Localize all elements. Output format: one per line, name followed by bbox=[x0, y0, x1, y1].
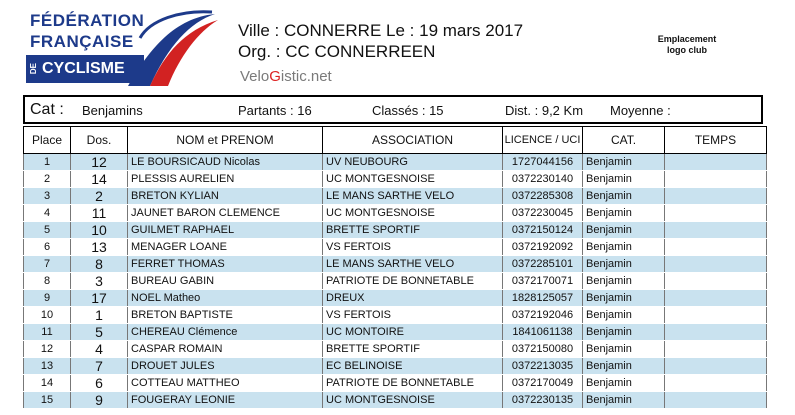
cell-licence: 0372150080 bbox=[503, 341, 583, 358]
cell-nom: FOUGERAY LEONIE bbox=[128, 392, 323, 409]
cell-place: 5 bbox=[24, 222, 71, 239]
classes: Classés : 15 bbox=[372, 103, 444, 118]
cell-licence: 0372192046 bbox=[503, 307, 583, 324]
cell-licence: 1828125057 bbox=[503, 290, 583, 307]
table-row bbox=[24, 324, 767, 341]
cell-association: VS FERTOIS bbox=[323, 307, 503, 324]
cell-place: 1 bbox=[24, 154, 71, 171]
col-association: ASSOCIATION bbox=[323, 127, 503, 154]
partants: Partants : 16 bbox=[238, 103, 312, 118]
cell-cat: Benjamin bbox=[583, 341, 665, 358]
table-row bbox=[24, 188, 767, 205]
cell-cat: Benjamin bbox=[583, 239, 665, 256]
cell-association: UC MONTGESNOISE bbox=[323, 171, 503, 188]
cell-dos: 17 bbox=[71, 290, 128, 307]
ville-label: Ville : bbox=[238, 21, 280, 40]
cell-licence: 0372170049 bbox=[503, 375, 583, 392]
brand-part3: istic.net bbox=[280, 68, 332, 85]
distance: Dist. : 9,2 Km bbox=[505, 103, 584, 118]
cell-association: BRETTE SPORTIF bbox=[323, 341, 503, 358]
cell-dos: 8 bbox=[71, 256, 128, 273]
cell-cat: Benjamin bbox=[583, 358, 665, 375]
cell-licence: 0372230135 bbox=[503, 392, 583, 409]
cell-temps bbox=[665, 392, 767, 409]
cell-nom: PLESSIS AURELIEN bbox=[128, 171, 323, 188]
cell-dos: 9 bbox=[71, 392, 128, 409]
cell-nom: DROUET JULES bbox=[128, 358, 323, 375]
cell-dos: 13 bbox=[71, 239, 128, 256]
category-bar bbox=[23, 95, 763, 124]
table-row bbox=[24, 222, 767, 239]
cell-cat: Benjamin bbox=[583, 154, 665, 171]
cell-nom: CASPAR ROMAIN bbox=[128, 341, 323, 358]
cell-nom: FERRET THOMAS bbox=[128, 256, 323, 273]
logo-line3: CYCLISME bbox=[42, 60, 125, 77]
table-row bbox=[24, 171, 767, 188]
cell-temps bbox=[665, 290, 767, 307]
cell-nom: BRETON BAPTISTE bbox=[128, 307, 323, 324]
cell-association: EC BELINOISE bbox=[323, 358, 503, 375]
cell-association: BRETTE SPORTIF bbox=[323, 222, 503, 239]
cell-nom: BUREAU GABIN bbox=[128, 273, 323, 290]
cell-place: 3 bbox=[24, 188, 71, 205]
cell-temps bbox=[665, 375, 767, 392]
table-row bbox=[24, 290, 767, 307]
cell-temps bbox=[665, 273, 767, 290]
table-row bbox=[24, 205, 767, 222]
cell-licence: 0372170071 bbox=[503, 273, 583, 290]
cell-nom: MENAGER LOANE bbox=[128, 239, 323, 256]
cell-place: 15 bbox=[24, 392, 71, 409]
cell-nom: LE BOURSICAUD Nicolas bbox=[128, 154, 323, 171]
col-cat: CAT. bbox=[583, 127, 665, 154]
cell-cat: Benjamin bbox=[583, 375, 665, 392]
cell-licence: 1727044156 bbox=[503, 154, 583, 171]
cell-dos: 11 bbox=[71, 205, 128, 222]
col-place: Place bbox=[24, 127, 71, 154]
cell-place: 6 bbox=[24, 239, 71, 256]
emplacement-line1: Emplacement bbox=[657, 34, 717, 44]
emplacement-line2: logo club bbox=[667, 45, 707, 55]
cell-nom: GUILMET RAPHAEL bbox=[128, 222, 323, 239]
cell-place: 10 bbox=[24, 307, 71, 324]
cell-cat: Benjamin bbox=[583, 290, 665, 307]
cell-licence: 0372230140 bbox=[503, 171, 583, 188]
table-row bbox=[24, 256, 767, 273]
cell-temps bbox=[665, 324, 767, 341]
brand-part1: Velo bbox=[240, 68, 270, 85]
cell-dos: 5 bbox=[71, 324, 128, 341]
cell-place: 7 bbox=[24, 256, 71, 273]
cell-cat: Benjamin bbox=[583, 307, 665, 324]
cell-dos: 4 bbox=[71, 341, 128, 358]
cell-place: 8 bbox=[24, 273, 71, 290]
ffc-logo bbox=[20, 8, 215, 88]
col-dos: Dos. bbox=[71, 127, 128, 154]
moyenne: Moyenne : bbox=[610, 103, 671, 118]
cell-place: 2 bbox=[24, 171, 71, 188]
org-value: CC CONNERREEN bbox=[285, 42, 436, 61]
cell-place: 9 bbox=[24, 290, 71, 307]
cat-value: Benjamins bbox=[82, 103, 143, 118]
cell-licence: 0372285308 bbox=[503, 188, 583, 205]
table-row bbox=[24, 239, 767, 256]
cell-nom: JAUNET BARON CLEMENCE bbox=[128, 205, 323, 222]
table-row bbox=[24, 375, 767, 392]
table-row bbox=[24, 273, 767, 290]
table-row bbox=[24, 341, 767, 358]
cell-temps bbox=[665, 222, 767, 239]
cell-dos: 2 bbox=[71, 188, 128, 205]
velogistic-brand bbox=[240, 68, 332, 85]
cell-licence: 1841061138 bbox=[503, 324, 583, 341]
logo-line2: FRANÇAISE bbox=[30, 32, 134, 51]
cell-nom: COTTEAU MATTHEO bbox=[128, 375, 323, 392]
cell-association: UC MONTOIRE bbox=[323, 324, 503, 341]
col-temps: TEMPS bbox=[665, 127, 767, 154]
date-label: Le : bbox=[386, 21, 415, 40]
cell-dos: 6 bbox=[71, 375, 128, 392]
cell-cat: Benjamin bbox=[583, 273, 665, 290]
cell-licence: 0372213035 bbox=[503, 358, 583, 375]
table-row bbox=[24, 392, 767, 409]
brand-part2: G bbox=[269, 68, 281, 85]
org-row bbox=[238, 41, 523, 62]
cell-cat: Benjamin bbox=[583, 188, 665, 205]
cell-temps bbox=[665, 341, 767, 358]
cell-cat: Benjamin bbox=[583, 392, 665, 409]
cell-association: LE MANS SARTHE VELO bbox=[323, 188, 503, 205]
cell-dos: 14 bbox=[71, 171, 128, 188]
cell-cat: Benjamin bbox=[583, 222, 665, 239]
cell-licence: 0372150124 bbox=[503, 222, 583, 239]
cell-licence: 0372230045 bbox=[503, 205, 583, 222]
col-nom: NOM et PRENOM bbox=[128, 127, 323, 154]
table-row bbox=[24, 154, 767, 171]
cell-temps bbox=[665, 358, 767, 375]
cell-dos: 3 bbox=[71, 273, 128, 290]
cell-temps bbox=[665, 171, 767, 188]
cell-temps bbox=[665, 154, 767, 171]
cell-dos: 10 bbox=[71, 222, 128, 239]
cell-cat: Benjamin bbox=[583, 171, 665, 188]
cell-association: DREUX bbox=[323, 290, 503, 307]
ville-value: CONNERRE bbox=[284, 21, 382, 40]
results-table bbox=[23, 126, 767, 409]
cell-temps bbox=[665, 205, 767, 222]
cell-temps bbox=[665, 256, 767, 273]
cell-association: VS FERTOIS bbox=[323, 239, 503, 256]
logo-line1: FÉDÉRATION bbox=[30, 11, 145, 30]
cell-nom: NOEL Matheo bbox=[128, 290, 323, 307]
org-label: Org. : bbox=[238, 42, 281, 61]
swoosh-icon bbox=[120, 8, 220, 88]
cell-cat: Benjamin bbox=[583, 324, 665, 341]
club-logo-placeholder bbox=[642, 34, 732, 56]
cat-label: Cat : bbox=[30, 101, 64, 118]
cell-nom: BRETON KYLIAN bbox=[128, 188, 323, 205]
cell-association: UC MONTGESNOISE bbox=[323, 205, 503, 222]
cell-place: 13 bbox=[24, 358, 71, 375]
logo-de: DE bbox=[29, 63, 38, 75]
cell-dos: 7 bbox=[71, 358, 128, 375]
cell-cat: Benjamin bbox=[583, 205, 665, 222]
table-header bbox=[24, 127, 767, 154]
cell-temps bbox=[665, 239, 767, 256]
cell-place: 11 bbox=[24, 324, 71, 341]
race-info bbox=[238, 20, 523, 62]
cell-nom: CHEREAU Clémence bbox=[128, 324, 323, 341]
cell-association: PATRIOTE DE BONNETABLE bbox=[323, 273, 503, 290]
cell-licence: 0372192092 bbox=[503, 239, 583, 256]
col-licence: LICENCE / UCI bbox=[503, 127, 583, 154]
ville-row bbox=[238, 20, 523, 41]
cell-association: UV NEUBOURG bbox=[323, 154, 503, 171]
cell-association: LE MANS SARTHE VELO bbox=[323, 256, 503, 273]
table-row bbox=[24, 307, 767, 324]
cell-place: 4 bbox=[24, 205, 71, 222]
cell-association: UC MONTGESNOISE bbox=[323, 392, 503, 409]
table-row bbox=[24, 358, 767, 375]
cell-cat: Benjamin bbox=[583, 256, 665, 273]
cell-association: PATRIOTE DE BONNETABLE bbox=[323, 375, 503, 392]
cell-temps bbox=[665, 188, 767, 205]
cell-licence: 0372285101 bbox=[503, 256, 583, 273]
cell-place: 14 bbox=[24, 375, 71, 392]
cell-place: 12 bbox=[24, 341, 71, 358]
cell-temps bbox=[665, 307, 767, 324]
cell-dos: 12 bbox=[71, 154, 128, 171]
cell-dos: 1 bbox=[71, 307, 128, 324]
date-value: 19 mars 2017 bbox=[419, 21, 524, 40]
